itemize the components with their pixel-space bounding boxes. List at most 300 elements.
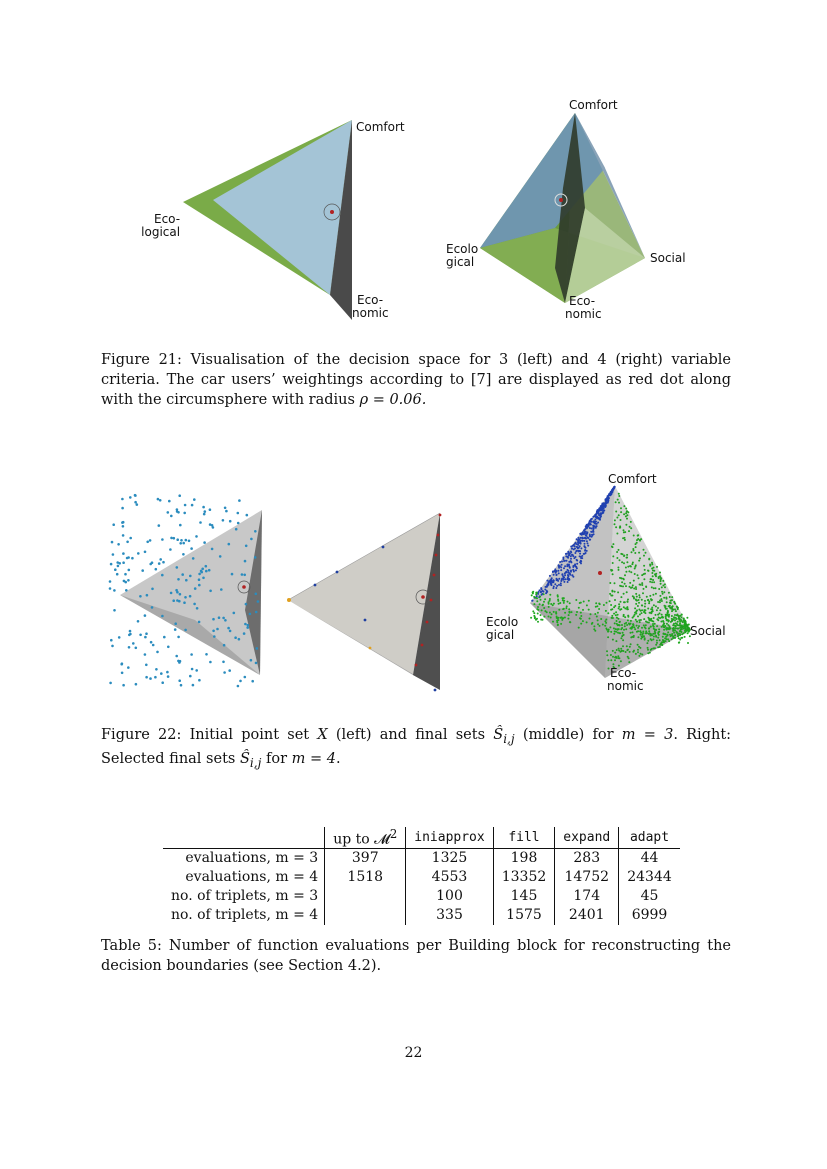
selected-point [567, 618, 569, 620]
selected-point [683, 618, 685, 620]
selected-point [623, 505, 625, 507]
selected-point [630, 632, 632, 634]
selected-point [598, 608, 600, 610]
initial-point [157, 498, 160, 501]
initial-point [193, 498, 196, 501]
selected-point [549, 598, 551, 600]
selected-point [617, 499, 619, 501]
selected-point [671, 615, 673, 617]
selected-point [591, 536, 593, 538]
initial-point [223, 644, 226, 647]
table-cell: 198 [493, 848, 555, 868]
selected-point [562, 575, 564, 577]
initial-point [199, 521, 202, 524]
initial-point [144, 551, 147, 554]
selected-point [640, 634, 642, 636]
selected-point [561, 561, 563, 563]
selected-point [561, 564, 563, 566]
selected-point [645, 552, 647, 554]
selected-point [649, 652, 651, 654]
table-header-fill: fill [493, 827, 555, 848]
initial-point [156, 651, 159, 654]
selected-point [641, 612, 643, 614]
selected-point [570, 551, 572, 553]
initial-point [116, 561, 119, 564]
selected-point [657, 631, 659, 633]
initial-point [216, 628, 219, 631]
selected-point [620, 608, 622, 610]
selected-point [656, 642, 658, 644]
initial-point [228, 543, 231, 546]
selected-point [648, 558, 650, 560]
selected-point [661, 641, 663, 643]
selected-point [562, 608, 564, 610]
selected-point [552, 571, 554, 573]
selected-point [571, 574, 573, 576]
selected-point [643, 618, 645, 620]
selected-point [551, 584, 553, 586]
selected-point [621, 650, 623, 652]
selected-point [625, 651, 627, 653]
initial-point [228, 669, 231, 672]
initial-point [122, 561, 125, 564]
selected-point [619, 577, 621, 579]
selected-point [568, 608, 570, 610]
initial-point [117, 543, 120, 546]
initial-point [254, 556, 257, 559]
selected-point [674, 634, 676, 636]
selected-point [571, 548, 573, 550]
selected-point [585, 552, 587, 554]
selected-point [565, 578, 567, 580]
selected-point [671, 606, 673, 608]
initial-point [170, 592, 173, 595]
selected-point [625, 628, 627, 630]
initial-point [177, 578, 180, 581]
selected-point [586, 532, 588, 534]
selected-point [567, 581, 569, 583]
selected-point [635, 613, 637, 615]
selected-point [652, 638, 654, 640]
selected-point [584, 537, 586, 539]
selected-point [639, 621, 641, 623]
selected-point [648, 602, 650, 604]
selected-point [544, 598, 546, 600]
initial-point [128, 569, 131, 572]
f21-left-label-ecological [138, 213, 180, 239]
initial-point [139, 595, 142, 598]
selected-point [651, 648, 653, 650]
initial-point [113, 589, 116, 592]
selected-point [630, 623, 632, 625]
selected-point [643, 549, 645, 551]
initial-point [129, 537, 132, 540]
selected-point [605, 502, 607, 504]
selected-point [615, 611, 617, 613]
selected-point [651, 609, 653, 611]
selected-point [533, 603, 535, 605]
initial-point [170, 537, 173, 540]
f21-right-label-economic [565, 295, 602, 321]
selected-point [605, 628, 607, 630]
selected-point [687, 642, 689, 644]
selected-point [636, 539, 638, 541]
selected-point [653, 581, 655, 583]
selected-point [662, 636, 664, 638]
selected-point [543, 601, 545, 603]
selected-point [561, 618, 563, 620]
selected-point [620, 628, 622, 630]
selected-point [647, 640, 649, 642]
selected-point [616, 533, 618, 535]
initial-point [169, 548, 172, 551]
selected-point [678, 637, 680, 639]
selected-point [625, 567, 627, 569]
selected-point [572, 545, 574, 547]
selected-point [591, 534, 593, 536]
initial-point [246, 626, 249, 629]
selected-point [611, 608, 613, 610]
selected-point [677, 627, 679, 629]
selected-point [588, 600, 590, 602]
initial-point [161, 615, 164, 618]
initial-point [177, 636, 180, 639]
initial-point [161, 681, 164, 684]
selected-point [548, 603, 550, 605]
selected-point [633, 615, 635, 617]
selected-point [655, 629, 657, 631]
initial-point [189, 575, 192, 578]
initial-point [237, 512, 240, 515]
selected-point [673, 632, 675, 634]
selected-point [642, 636, 644, 638]
selected-point [622, 645, 624, 647]
selected-point [638, 594, 640, 596]
selected-point [653, 570, 655, 572]
table-header-up-to-m2-text: up to 𝓜 [333, 831, 390, 848]
initial-point [158, 562, 161, 565]
selected-point [591, 623, 593, 625]
initial-point [209, 590, 212, 593]
selected-point [628, 530, 630, 532]
selected-point [536, 595, 538, 597]
selected-point [660, 579, 662, 581]
initial-point [208, 569, 211, 572]
selected-point [627, 616, 629, 618]
selected-point [642, 592, 644, 594]
selected-point [595, 602, 597, 604]
selected-point [651, 599, 653, 601]
figure-21-caption [101, 350, 731, 410]
selected-point [597, 623, 599, 625]
selected-point [556, 585, 558, 587]
f21-right-econ-bottom: nomic [565, 307, 602, 321]
initial-point [126, 557, 129, 560]
selected-point [574, 565, 576, 567]
initial-point [209, 661, 212, 664]
selected-point [630, 620, 632, 622]
initial-point [238, 638, 241, 641]
selected-point [614, 656, 616, 658]
selected-point [618, 569, 620, 571]
selected-point [546, 580, 548, 582]
selected-point [668, 592, 670, 594]
figure-22-left-points [105, 490, 270, 690]
f21-right-label-social: Social [650, 251, 686, 265]
selected-point [622, 585, 624, 587]
table-cell: 45 [619, 887, 680, 906]
initial-point [181, 573, 184, 576]
selected-point [577, 544, 579, 546]
initial-point [160, 672, 163, 675]
initial-point [151, 588, 154, 591]
initial-point [192, 557, 195, 560]
table-5 [163, 827, 680, 925]
selected-point [644, 609, 646, 611]
initial-point [146, 541, 149, 544]
initial-point [176, 566, 179, 569]
selected-point [580, 537, 582, 539]
selected-point [629, 586, 631, 588]
selected-point [627, 601, 629, 603]
selected-point [674, 608, 676, 610]
selected-point [644, 637, 646, 639]
f22-cap-sub2: i,j [249, 755, 262, 770]
selected-point [563, 567, 565, 569]
table-cell: 397 [325, 848, 406, 868]
selected-point [666, 638, 668, 640]
selected-point [566, 605, 568, 607]
selected-point [681, 616, 683, 618]
initial-point [167, 511, 170, 514]
selected-point [574, 543, 576, 545]
initial-point [110, 563, 113, 566]
selected-point [558, 564, 560, 566]
initial-point [254, 530, 257, 533]
selected-point [563, 579, 565, 581]
selected-point [638, 552, 640, 554]
selected-point [655, 593, 657, 595]
selected-point [566, 560, 568, 562]
initial-point [127, 579, 130, 582]
initial-point [116, 573, 119, 576]
selected-point [610, 659, 612, 661]
initial-point [159, 499, 162, 502]
initial-point [109, 580, 112, 583]
selected-point [603, 510, 605, 512]
selected-point [623, 513, 625, 515]
selected-point [569, 602, 571, 604]
selected-point [663, 629, 665, 631]
selected-point [670, 621, 672, 623]
selected-point [555, 613, 557, 615]
selected-point [626, 607, 628, 609]
initial-point [168, 500, 171, 503]
selected-point [576, 611, 578, 613]
selected-point [537, 609, 539, 611]
selected-point [673, 637, 675, 639]
selected-point [632, 595, 634, 597]
initial-point [109, 587, 112, 590]
selected-point [596, 616, 598, 618]
selected-point [635, 611, 637, 613]
selected-point [589, 539, 591, 541]
selected-point [641, 582, 643, 584]
selected-point [531, 594, 533, 596]
selected-point [637, 651, 639, 653]
selected-point [627, 619, 629, 621]
table-header-adapt: adapt [619, 827, 680, 848]
f22-cap-1: Figure 22: Initial point set [101, 727, 318, 743]
initial-point [149, 539, 152, 542]
selected-point [626, 591, 628, 593]
selected-point [583, 540, 585, 542]
initial-point [243, 632, 246, 635]
table-cell [325, 887, 406, 906]
selected-point [672, 628, 674, 630]
selected-point [666, 623, 668, 625]
selected-point [612, 555, 614, 557]
selected-point [634, 566, 636, 568]
selected-point [548, 606, 550, 608]
selected-point [659, 595, 661, 597]
initial-point [233, 612, 236, 615]
selected-point [651, 572, 653, 574]
initial-point [124, 573, 127, 576]
selected-point [671, 633, 673, 635]
initial-point [191, 668, 194, 671]
selected-point [672, 619, 674, 621]
initial-point [120, 663, 123, 666]
initial-point [184, 629, 187, 632]
selected-point [643, 611, 645, 613]
selected-point [652, 647, 654, 649]
selected-point [564, 560, 566, 562]
selected-point [636, 542, 638, 544]
selected-point [661, 644, 663, 646]
selected-point [653, 628, 655, 630]
selected-point [602, 512, 604, 514]
initial-point [204, 510, 207, 513]
selected-point [623, 555, 625, 557]
initial-point [194, 587, 197, 590]
selected-point [635, 593, 637, 595]
table-row [163, 906, 680, 925]
selected-point [664, 586, 666, 588]
selected-point [647, 649, 649, 651]
selected-point [646, 621, 648, 623]
selected-point [608, 630, 610, 632]
selected-point [576, 550, 578, 552]
selected-point [597, 612, 599, 614]
selected-point [662, 639, 664, 641]
initial-point [167, 646, 170, 649]
initial-point [184, 504, 187, 507]
selected-point [612, 546, 614, 548]
initial-point [255, 593, 258, 596]
selected-point [633, 650, 635, 652]
selected-point [674, 625, 676, 627]
selected-point [631, 563, 633, 565]
selected-point [656, 640, 658, 642]
selected-point [548, 616, 550, 618]
selected-point [566, 553, 568, 555]
initial-point [185, 579, 188, 582]
f22-cap-m3: m = 3 [621, 727, 674, 743]
selected-point [647, 647, 649, 649]
selected-point [587, 537, 589, 539]
selected-point [611, 570, 613, 572]
selected-point [569, 621, 571, 623]
selected-point [534, 617, 536, 619]
f21-right-ecolo-bottom: gical [446, 255, 475, 269]
selected-point [580, 540, 582, 542]
selected-point [666, 601, 668, 603]
selected-point [590, 531, 592, 533]
selected-point [587, 542, 589, 544]
selected-point [620, 648, 622, 650]
initial-point [118, 636, 121, 639]
selected-point [602, 508, 604, 510]
initial-point [144, 614, 147, 617]
selected-point [532, 610, 534, 612]
selected-point [638, 560, 640, 562]
f21-left-econ-top: Eco- [357, 293, 384, 307]
selected-point [679, 623, 681, 625]
selected-point [558, 572, 560, 574]
selected-point [539, 603, 541, 605]
selected-point [557, 600, 559, 602]
selected-point [609, 600, 611, 602]
selected-point [618, 650, 620, 652]
selected-point [634, 552, 636, 554]
selected-point [642, 634, 644, 636]
selected-point [532, 592, 534, 594]
selected-point [622, 639, 624, 641]
selected-point [580, 623, 582, 625]
selected-point [619, 559, 621, 561]
selected-point [614, 519, 616, 521]
selected-point [577, 541, 579, 543]
selected-point [652, 625, 654, 627]
selected-point [625, 622, 627, 624]
initial-point [203, 541, 206, 544]
selected-point [619, 527, 621, 529]
selected-point [687, 632, 689, 634]
initial-point [161, 574, 164, 577]
page-number: 22 [404, 1045, 423, 1061]
selected-point [560, 580, 562, 582]
selected-point [635, 653, 637, 655]
selected-point [635, 588, 637, 590]
selected-point [618, 603, 620, 605]
selected-point [540, 591, 542, 593]
selected-point [599, 625, 601, 627]
selected-point [549, 612, 551, 614]
initial-point [179, 542, 182, 545]
selected-point [652, 579, 654, 581]
selected-point [629, 651, 631, 653]
selected-point [536, 618, 538, 620]
selected-point [645, 630, 647, 632]
selected-point [671, 599, 673, 601]
selected-point [550, 582, 552, 584]
f21-caption-math: ρ = 0.06. [359, 392, 427, 408]
selected-point [568, 611, 570, 613]
selected-point [662, 593, 664, 595]
selected-point [560, 623, 562, 625]
selected-point [651, 568, 653, 570]
